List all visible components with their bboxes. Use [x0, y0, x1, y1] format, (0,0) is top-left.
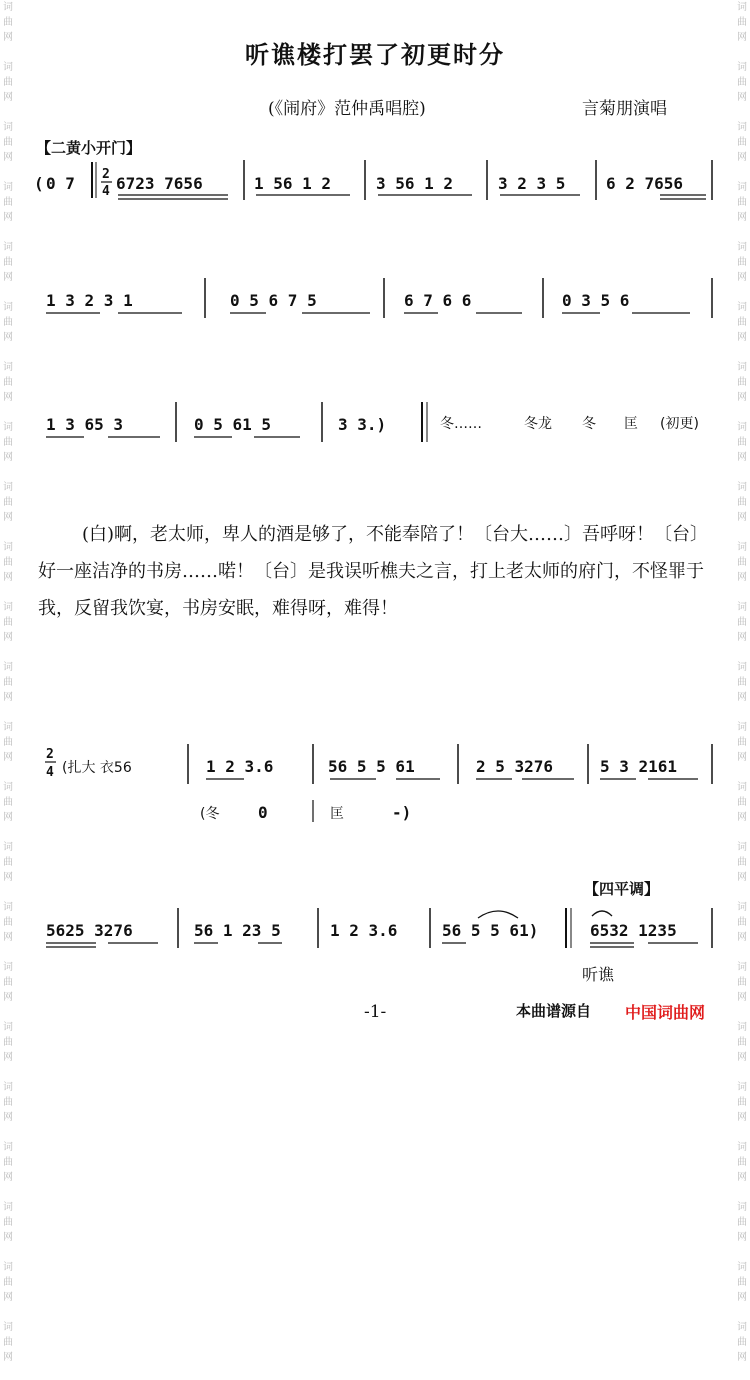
watermark-char: 网: [737, 1172, 747, 1183]
watermark-char: 曲: [737, 1277, 747, 1288]
watermark-char: 词: [737, 782, 747, 793]
watermark-char: 网: [737, 392, 747, 403]
measure: 1 3 65 3: [46, 415, 124, 434]
watermark-char: 曲: [3, 77, 13, 88]
watermark-char: 网: [737, 1112, 747, 1123]
watermark-char: 曲: [737, 917, 747, 928]
time-sig-den: 4: [102, 184, 110, 199]
watermark-char: 曲: [737, 17, 747, 28]
watermark-gap: [0, 1125, 16, 1140]
source-label: 本曲谱源自: [516, 1002, 592, 1020]
watermark-char: 网: [3, 1052, 13, 1063]
page-number: -1-: [364, 1002, 387, 1022]
measure: 0 7: [46, 174, 75, 193]
score-line-3: [46, 402, 699, 442]
watermark-char: 网: [737, 452, 747, 463]
watermark-gap: [0, 1245, 16, 1260]
watermark-gap: [0, 1365, 16, 1380]
watermark-char: 词: [737, 1082, 747, 1093]
watermark-char: 词: [737, 62, 747, 73]
watermark-char: 词: [737, 242, 747, 253]
watermark-char: 网: [737, 992, 747, 1003]
measure: 0 5 61 5: [194, 415, 272, 434]
watermark-char: 词: [3, 362, 13, 373]
watermark-char: 网: [3, 572, 13, 583]
watermark-char: 词: [737, 1262, 747, 1273]
watermark-char: 曲: [737, 437, 747, 448]
watermark-char: 曲: [3, 137, 13, 148]
watermark-char: 网: [3, 272, 13, 283]
watermark-char: 网: [3, 332, 13, 343]
watermark-char: 曲: [737, 197, 747, 208]
watermark-char: 曲: [3, 17, 13, 28]
measure: 2 5 3276: [476, 757, 554, 776]
watermark-gap: [734, 1245, 750, 1260]
measure: 3 56 1 2: [376, 174, 454, 193]
score-line-2: [46, 278, 712, 318]
watermark-char: 词: [3, 182, 13, 193]
watermark-char: 词: [3, 62, 13, 73]
watermark-char: 曲: [3, 797, 13, 808]
watermark-char: 网: [737, 932, 747, 943]
watermark-char: 网: [3, 872, 13, 883]
section-tag-erhuang: 【二黄小开门】: [36, 139, 142, 157]
watermark-char: 词: [737, 122, 747, 133]
watermark-char: 词: [3, 1202, 13, 1213]
watermark-char: 网: [737, 572, 747, 583]
watermark-char: 曲: [737, 377, 747, 388]
watermark-char: 网: [3, 1292, 13, 1303]
measure: 56 5 5 61: [328, 757, 415, 776]
watermark-char: 网: [737, 1232, 747, 1243]
watermark-char: 网: [737, 152, 747, 163]
spoken-dialogue: [38, 516, 720, 627]
watermark-char: 词: [737, 362, 747, 373]
watermark-char: 词: [737, 542, 747, 553]
percussion-below: -): [392, 803, 412, 822]
watermark-char: 词: [737, 1142, 747, 1153]
watermark-char: 曲: [3, 1337, 13, 1348]
watermark-char: 曲: [3, 1157, 13, 1168]
percussion-below: 0: [258, 803, 268, 822]
watermark-char: 词: [3, 2, 13, 13]
paren-open: (: [34, 174, 44, 193]
watermark-char: 网: [3, 152, 13, 163]
time-sig-num: 2: [102, 167, 110, 182]
watermark-char: 曲: [3, 857, 13, 868]
watermark-char: 曲: [737, 257, 747, 268]
watermark-char: 词: [3, 662, 13, 673]
measure: 6 2 7656: [606, 174, 684, 193]
watermark-char: 曲: [3, 737, 13, 748]
watermark-char: 曲: [737, 857, 747, 868]
watermark-char: 曲: [3, 1277, 13, 1288]
watermark-char: 网: [3, 1232, 13, 1243]
watermark-char: 曲: [737, 1157, 747, 1168]
watermark-char: 曲: [3, 1097, 13, 1108]
watermark-char: 词: [737, 1022, 747, 1033]
measure: 1 2 3.6: [206, 757, 274, 776]
watermark-char: 网: [3, 1112, 13, 1123]
watermark-char: 词: [3, 842, 13, 853]
watermark-gap: [734, 1365, 750, 1380]
watermark-char: 曲: [3, 257, 13, 268]
watermark-char: 网: [3, 932, 13, 943]
watermark-char: 网: [3, 992, 13, 1003]
watermark-char: 词: [737, 722, 747, 733]
measure: 3 2 3 5: [498, 174, 566, 193]
watermark-char: 网: [3, 392, 13, 403]
score-line-4: [45, 744, 712, 822]
watermark-char: 曲: [3, 497, 13, 508]
watermark-gap: [734, 1125, 750, 1140]
watermark-char: 网: [737, 272, 747, 283]
watermark-char: 曲: [3, 197, 13, 208]
watermark-gap: [734, 1065, 750, 1080]
measure: 0 5 6 7 5: [230, 291, 317, 310]
watermark-char: 词: [737, 422, 747, 433]
measure: 56 1 23 5: [194, 921, 281, 940]
watermark-char: 曲: [737, 1097, 747, 1108]
watermark-char: 词: [737, 2, 747, 13]
watermark-char: 网: [737, 1052, 747, 1063]
watermark-char: 网: [3, 452, 13, 463]
watermark-char: 曲: [737, 737, 747, 748]
watermark-char: 网: [737, 632, 747, 643]
watermark-char: 曲: [3, 437, 13, 448]
section-tag-siping: 【四平调】: [584, 880, 660, 898]
watermark-char: 曲: [737, 1337, 747, 1348]
measure: (扎大 衣56: [62, 760, 132, 776]
watermark-gap: [734, 1185, 750, 1200]
watermark-char: 词: [3, 602, 13, 613]
watermark-char: 词: [3, 1082, 13, 1093]
score-line-1: [34, 160, 712, 200]
watermark-char: 曲: [3, 557, 13, 568]
percussion-below: 匡: [330, 806, 344, 822]
percussion-syllable: 冬……: [440, 416, 482, 432]
watermark-char: 网: [737, 332, 747, 343]
watermark-char: 词: [3, 542, 13, 553]
watermark-char: 词: [737, 962, 747, 973]
measure: 1 3 2 3 1: [46, 291, 133, 310]
watermark-char: 网: [737, 32, 747, 43]
watermark-char: 网: [737, 752, 747, 763]
measure: 56 5 5 61): [442, 921, 539, 940]
song-title: 听谯楼打罢了初更时分: [245, 41, 505, 69]
time-sig-num: 2: [46, 747, 54, 762]
watermark-char: 词: [737, 1322, 747, 1333]
watermark-char: 曲: [737, 137, 747, 148]
watermark-char: 曲: [3, 1037, 13, 1048]
watermark-char: 曲: [737, 677, 747, 688]
watermark-char: 曲: [737, 557, 747, 568]
measure: 5 3 2161: [600, 757, 678, 776]
watermark-char: 网: [737, 872, 747, 883]
watermark-char: 曲: [3, 317, 13, 328]
watermark-char: 曲: [3, 917, 13, 928]
watermark-char: 词: [3, 1322, 13, 1333]
watermark-char: 词: [3, 482, 13, 493]
watermark-char: 词: [737, 662, 747, 673]
watermark-char: 曲: [737, 617, 747, 628]
watermark-char: 曲: [3, 1217, 13, 1228]
watermark-gap: [0, 1185, 16, 1200]
watermark-char: 曲: [3, 977, 13, 988]
watermark-char: 网: [3, 752, 13, 763]
watermark-gap: [734, 1305, 750, 1320]
watermark-char: 词: [3, 1142, 13, 1153]
percussion-syllable: 冬: [582, 416, 596, 432]
watermark-char: 曲: [3, 377, 13, 388]
watermark-char: 词: [3, 242, 13, 253]
watermark-char: 词: [3, 722, 13, 733]
watermark-char: 网: [3, 632, 13, 643]
watermark-char: 曲: [3, 677, 13, 688]
score-line-5: [46, 908, 712, 948]
watermark-char: 网: [737, 512, 747, 523]
measure: 5625 3276: [46, 921, 133, 940]
watermark-char: 曲: [737, 1217, 747, 1228]
watermark-char: 网: [3, 32, 13, 43]
measure: 0 3 5 6: [562, 291, 630, 310]
watermark-char: 网: [3, 812, 13, 823]
watermark-gap: [0, 1305, 16, 1320]
watermark-char: 曲: [737, 77, 747, 88]
watermark-char: 词: [3, 302, 13, 313]
measure: 6532 1235: [590, 921, 677, 940]
watermark-char: 网: [737, 212, 747, 223]
watermark-char: 曲: [737, 797, 747, 808]
measure: 1 2 3.6: [330, 921, 398, 940]
watermark-char: 词: [3, 1022, 13, 1033]
watermark-char: 词: [737, 482, 747, 493]
watermark-char: 网: [3, 1172, 13, 1183]
watermark-char: 曲: [3, 617, 13, 628]
watermark-char: 词: [3, 122, 13, 133]
watermark-char: 网: [737, 92, 747, 103]
percussion-note: (初更): [660, 416, 699, 432]
watermark-char: 曲: [737, 317, 747, 328]
watermark-char: 曲: [737, 497, 747, 508]
watermark-char: 词: [737, 302, 747, 313]
watermark-char: 曲: [737, 1037, 747, 1048]
watermark-char: 词: [737, 182, 747, 193]
watermark-char: 网: [737, 692, 747, 703]
song-subtitle: (《闹府》范仲禹唱腔): [268, 99, 426, 119]
watermark-char: 词: [737, 602, 747, 613]
percussion-syllable: 冬龙: [524, 416, 552, 432]
percussion-below: (冬: [200, 806, 220, 822]
watermark-char: 词: [737, 1202, 747, 1213]
watermark-char: 网: [3, 512, 13, 523]
watermark-char: 词: [3, 1262, 13, 1273]
watermark-char: 词: [3, 902, 13, 913]
watermark-char: 词: [737, 842, 747, 853]
watermark-char: 网: [3, 692, 13, 703]
watermark-char: 曲: [737, 977, 747, 988]
source-site-link[interactable]: 中国词曲网: [625, 1003, 706, 1022]
watermark-char: 词: [3, 422, 13, 433]
lyric-text: 听谯: [582, 965, 615, 984]
watermark-gap: [0, 1065, 16, 1080]
watermark-char: 网: [737, 1292, 747, 1303]
watermark-char: 网: [737, 1352, 747, 1363]
watermark-char: 网: [3, 1352, 13, 1363]
watermark-char: 词: [3, 962, 13, 973]
watermark-char: 网: [737, 812, 747, 823]
watermark-char: 网: [3, 212, 13, 223]
measure: 1 56 1 2: [254, 174, 332, 193]
watermark-char: 词: [3, 782, 13, 793]
measure: 6723 7656: [116, 174, 203, 193]
measure: 6 7 6 6: [404, 291, 472, 310]
time-sig-den: 4: [46, 765, 54, 780]
performer-credit: 言菊朋演唱: [582, 99, 667, 119]
dialogue-paragraph: (白)啊，老太师，卑人的酒是够了，不能奉陪了！〔台大……〕吾呼呀！〔台〕好一座洁净的书房……喏！〔台〕是我误听樵夫之言，打上老太师的府门，不怪罪于我，反留我饮宴，书房安眠，难得呀，难得！: [38, 524, 709, 619]
percussion-syllable: 匡: [624, 416, 638, 432]
measure: 3 3.): [338, 415, 387, 434]
watermark-char: 词: [737, 902, 747, 913]
watermark-char: 网: [3, 92, 13, 103]
